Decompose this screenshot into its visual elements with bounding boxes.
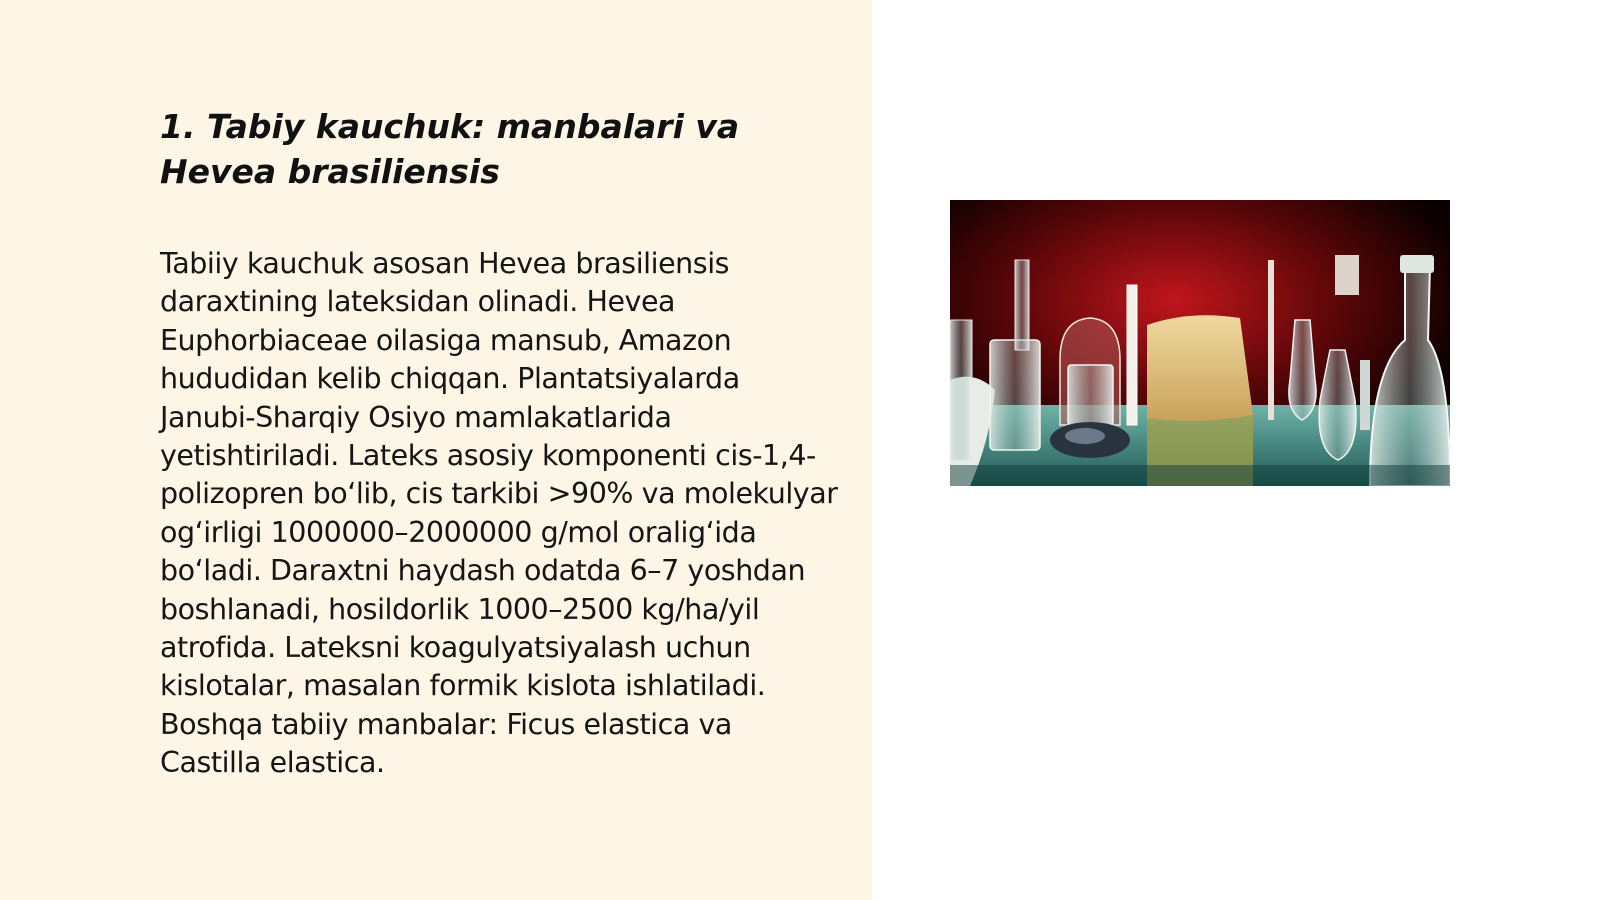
slide-title: 1. Tabiy kauchuk: manbalari va Hevea brasiliensis <box>160 107 740 191</box>
slide-body-text: Tabiiy kauchuk asosan Hevea brasiliensis daraxtining lateksidan olinadi. Hevea Euphorbiaceae oilasiga mansub, Amazon hududidan kelib chiqqan. Plantatsiyalarda Janubi-Sharqiy Osiyo mamlakatlarida yetishtiriladi. Lateks asosiy komponenti cis-1,4-polizopren bo‘lib, cis tarkibi >90% va molekulyar og‘irligi 1000000–2000000 g/mol oralig‘ida bo‘ladi. Daraxtni haydash odatda 6–7 yoshdan boshlanadi, hosildorlik 1000–2500 kg/ha/yil atrofida. Lateksni koagulyatsiyalash uchun kislotalar, masalan formik kislota ishlatiladi. Boshqa tabiiy manbalar: Ficus elastica va Castilla elastica. <box>160 247 838 780</box>
lab-glassware-rubber-photo <box>950 200 1450 486</box>
